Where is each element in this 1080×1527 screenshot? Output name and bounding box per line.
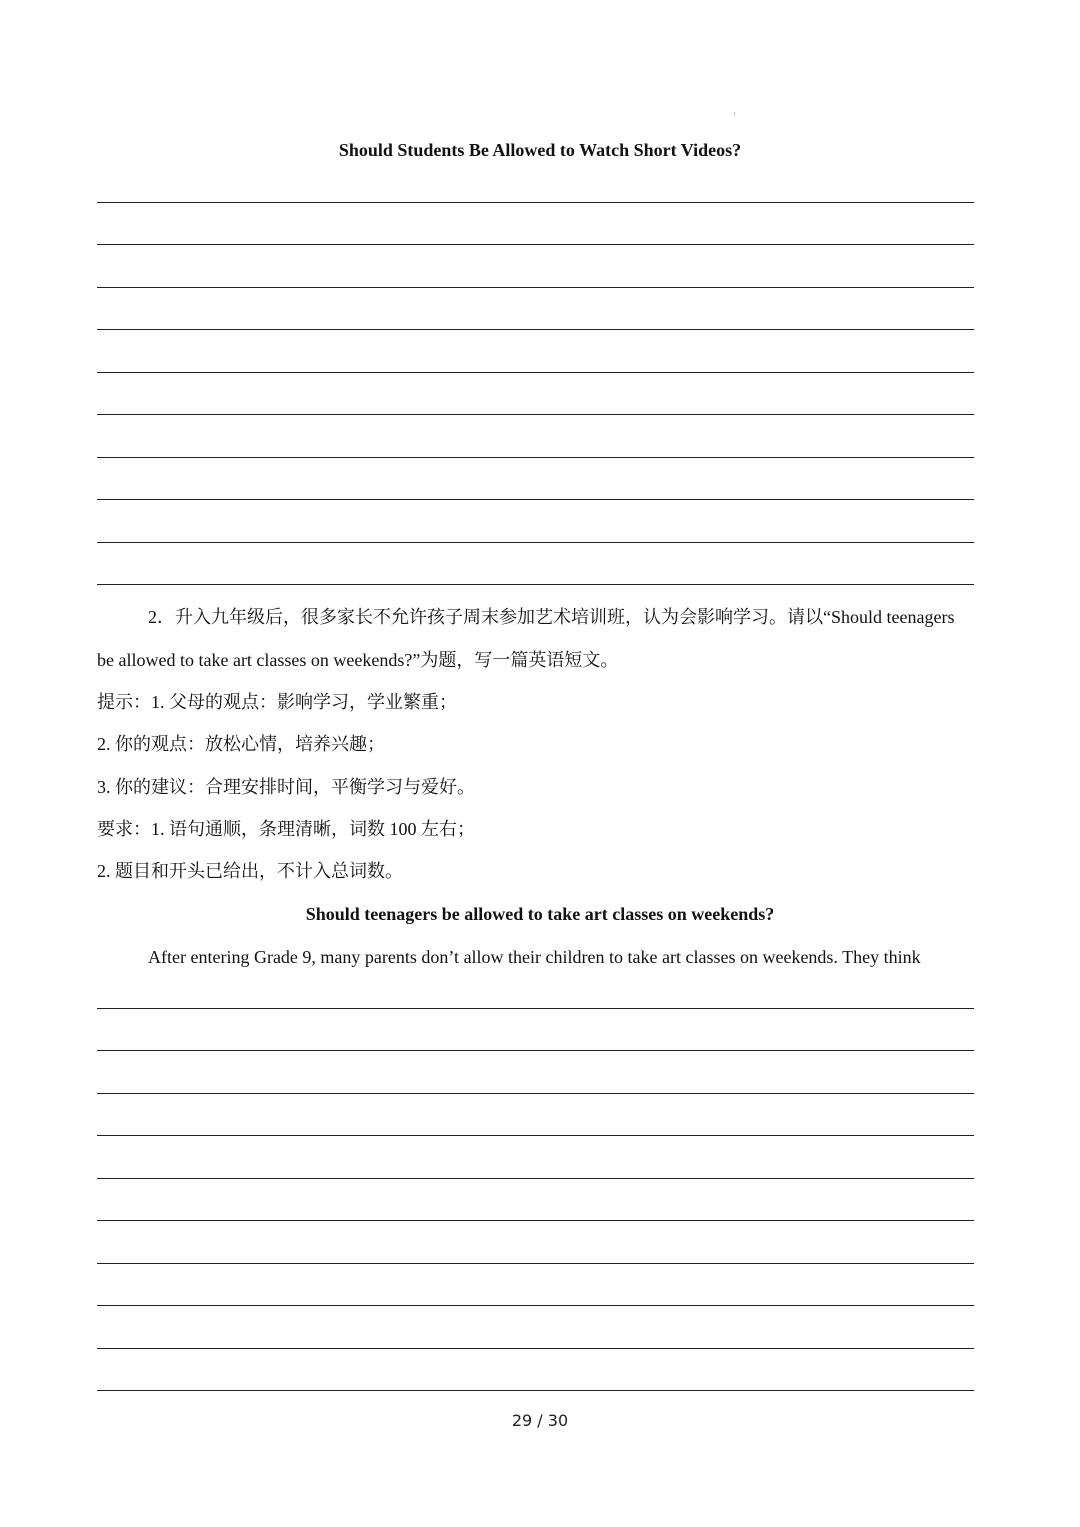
writing-line [97,287,974,288]
writing-line [97,457,974,458]
writing-line [97,542,974,543]
task2-hint-2: 2. 你的观点：放松心情，培养兴趣； [97,734,385,754]
task2-hint-1: 提示：1. 父母的观点：影响学习，学业繁重； [97,692,457,712]
task2-prompt-line2: be allowed to take art classes on weekends?”为题，写一篇英语短文。 [97,650,619,670]
writing-line [97,499,974,500]
writing-line [97,584,974,585]
task2-hint-3: 3. 你的建议：合理安排时间，平衡学习与爱好。 [97,777,475,797]
writing-line [97,244,974,245]
writing-line [97,1220,974,1221]
essay1-title: Should Students Be Allowed to Watch Short Videos? [338,140,742,160]
page-number: 29 / 30 [511,1411,569,1430]
writing-line [97,1050,974,1051]
task2-prompt-line1: 2．升入九年级后，很多家长不允许孩子周末参加艺术培训班，认为会影响学习。请以“Should teenagers [148,607,955,627]
writing-line [97,372,974,373]
task2-requirement-2: 2. 题目和开头已给出，不计入总词数。 [97,861,403,881]
writing-line [97,1178,974,1179]
writing-line [97,1348,974,1349]
writing-line [97,1008,974,1009]
essay2-opening: After entering Grade 9, many parents don’t allow their children to take art classes on weekends. They think [148,947,921,967]
task2-requirement-1: 要求：1. 语句通顺，条理清晰，词数 100 左右； [97,819,475,839]
writing-line [97,202,974,203]
writing-line [97,1093,974,1094]
writing-line [97,1305,974,1306]
writing-line [97,414,974,415]
writing-line [97,329,974,330]
essay2-title: Should teenagers be allowed to take art classes on weekends? [305,904,775,924]
header-mark: 1 [733,112,736,118]
writing-line [97,1390,974,1391]
writing-line [97,1263,974,1264]
writing-line [97,1135,974,1136]
